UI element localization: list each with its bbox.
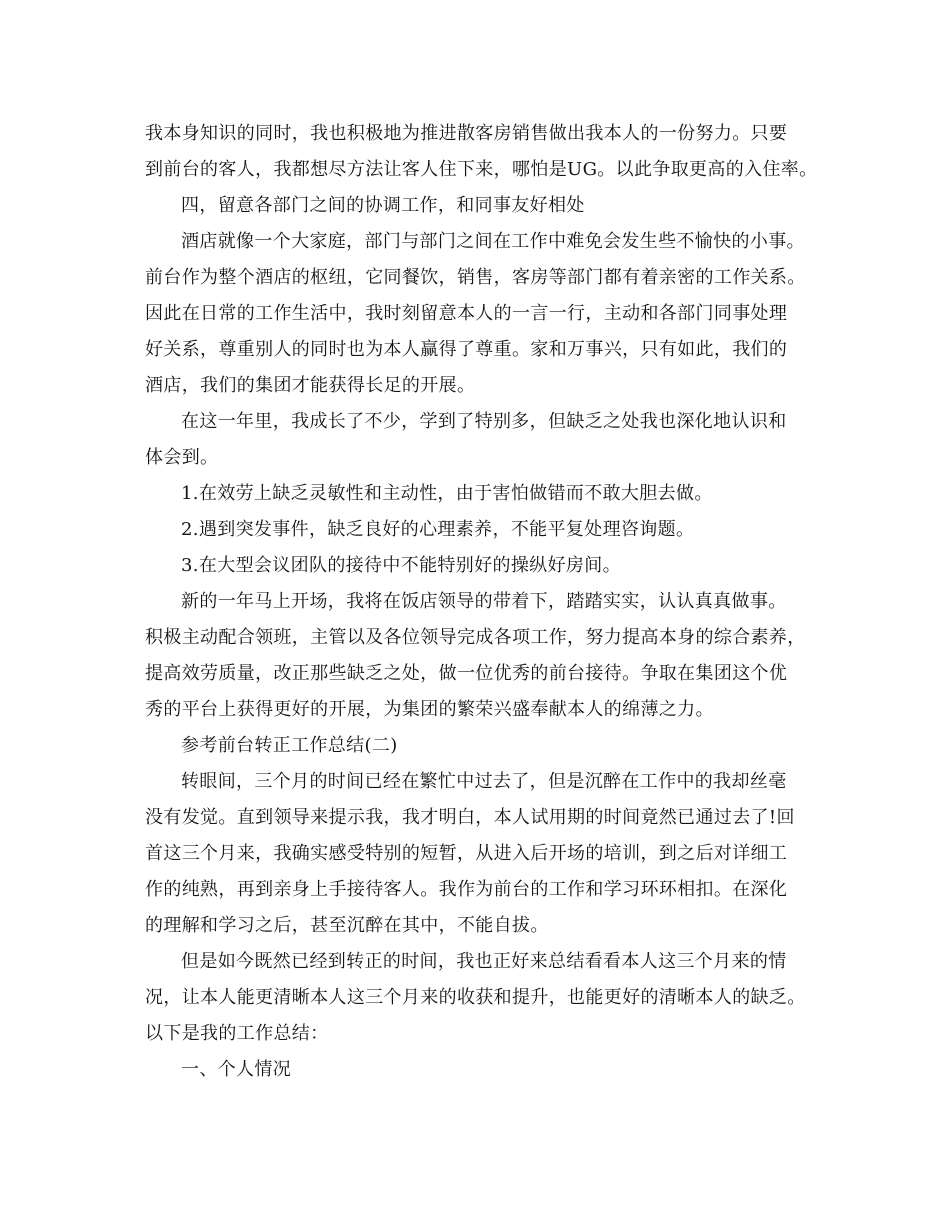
text-line-15: 积极主动配合领班，主管以及各位领导完成各项工作，努力提高本身的综合素养， [145, 627, 806, 648]
text-line-6: 因此在日常的工作生活中，我时刻留意本人的一言一行，主动和各部门同事处理 [145, 303, 788, 324]
section-heading-personal: 一、个人情况 [181, 1059, 292, 1080]
text-line-17: 秀的平台上获得更好的开展，为集团的繁荣兴盛奉献本人的绵薄之力。 [145, 699, 714, 720]
document-body [145, 116, 817, 1088]
text-line-20: 没有发觉。直到领导来提示我，我才明白，本人试用期的时间竟然已通过去了!回 [145, 807, 795, 828]
text-line-4: 酒店就像一个大家庭，部门与部门之间在工作中难免会发生些不愉快的小事。 [181, 231, 805, 252]
text-line-10: 体会到。 [145, 447, 219, 468]
list-item-3: 3.在大型会议团队的接待中不能特别好的操纵好房间。 [181, 555, 621, 576]
text-line-22: 作的纯熟，再到亲身上手接待客人。我作为前台的工作和学习环环相扣。在深化 [145, 879, 788, 900]
section-heading-4: 四，留意各部门之间的协调工作，和同事友好相处 [181, 195, 585, 216]
text-line-9: 在这一年里，我成长了不少，学到了特别多，但缺乏之处我也深化地认识和 [181, 411, 787, 432]
text-line-26: 以下是我的工作总结： [145, 1023, 329, 1044]
text-line-5: 前台作为整个酒店的枢纽，它同餐饮，销售，客房等部门都有着亲密的工作关系。 [145, 267, 806, 288]
text-line-16: 提高效劳质量，改正那些缺乏之处，做一位优秀的前台接待。争取在集团这个优 [145, 663, 788, 684]
text-line-2: 到前台的客人，我都想尽方法让客人住下来，哪怕是UG。以此争取更高的入住率。 [145, 159, 818, 180]
section-title-2: 参考前台转正工作总结(二) [181, 735, 398, 756]
text-line-1: 我本身知识的同时，我也积极地为推进散客房销售做出我本人的一份努力。只要 [145, 123, 788, 144]
text-line-23: 的理解和学习之后，甚至沉醉在其中，不能自拔。 [145, 915, 549, 936]
list-item-2: 2.遇到突发事件，缺乏良好的心理素养，不能平复处理咨询题。 [181, 519, 695, 540]
text-line-14: 新的一年马上开场，我将在饭店领导的带着下，踏踏实实，认认真真做事。 [181, 591, 787, 612]
list-item-1: 1.在效劳上缺乏灵敏性和主动性，由于害怕做错而不敢大胆去做。 [181, 483, 713, 504]
text-line-19: 转眼间，三个月的时间已经在繁忙中过去了，但是沉醉在工作中的我却丝毫 [181, 771, 787, 792]
text-line-21: 首这三个月来，我确实感受特别的短暂，从进入后开场的培训，到之后对详细工 [145, 843, 788, 864]
text-line-8: 酒店，我们的集团才能获得长足的开展。 [145, 375, 476, 396]
text-line-7: 好关系，尊重别人的同时也为本人赢得了尊重。家和万事兴，只有如此，我们的 [145, 339, 788, 360]
text-line-24: 但是如今既然已经到转正的时间，我也正好来总结看看本人这三个月来的情 [181, 951, 787, 972]
text-line-25: 况，让本人能更清晰本人这三个月来的收获和提升，也能更好的清晰本人的缺乏。 [145, 987, 806, 1008]
